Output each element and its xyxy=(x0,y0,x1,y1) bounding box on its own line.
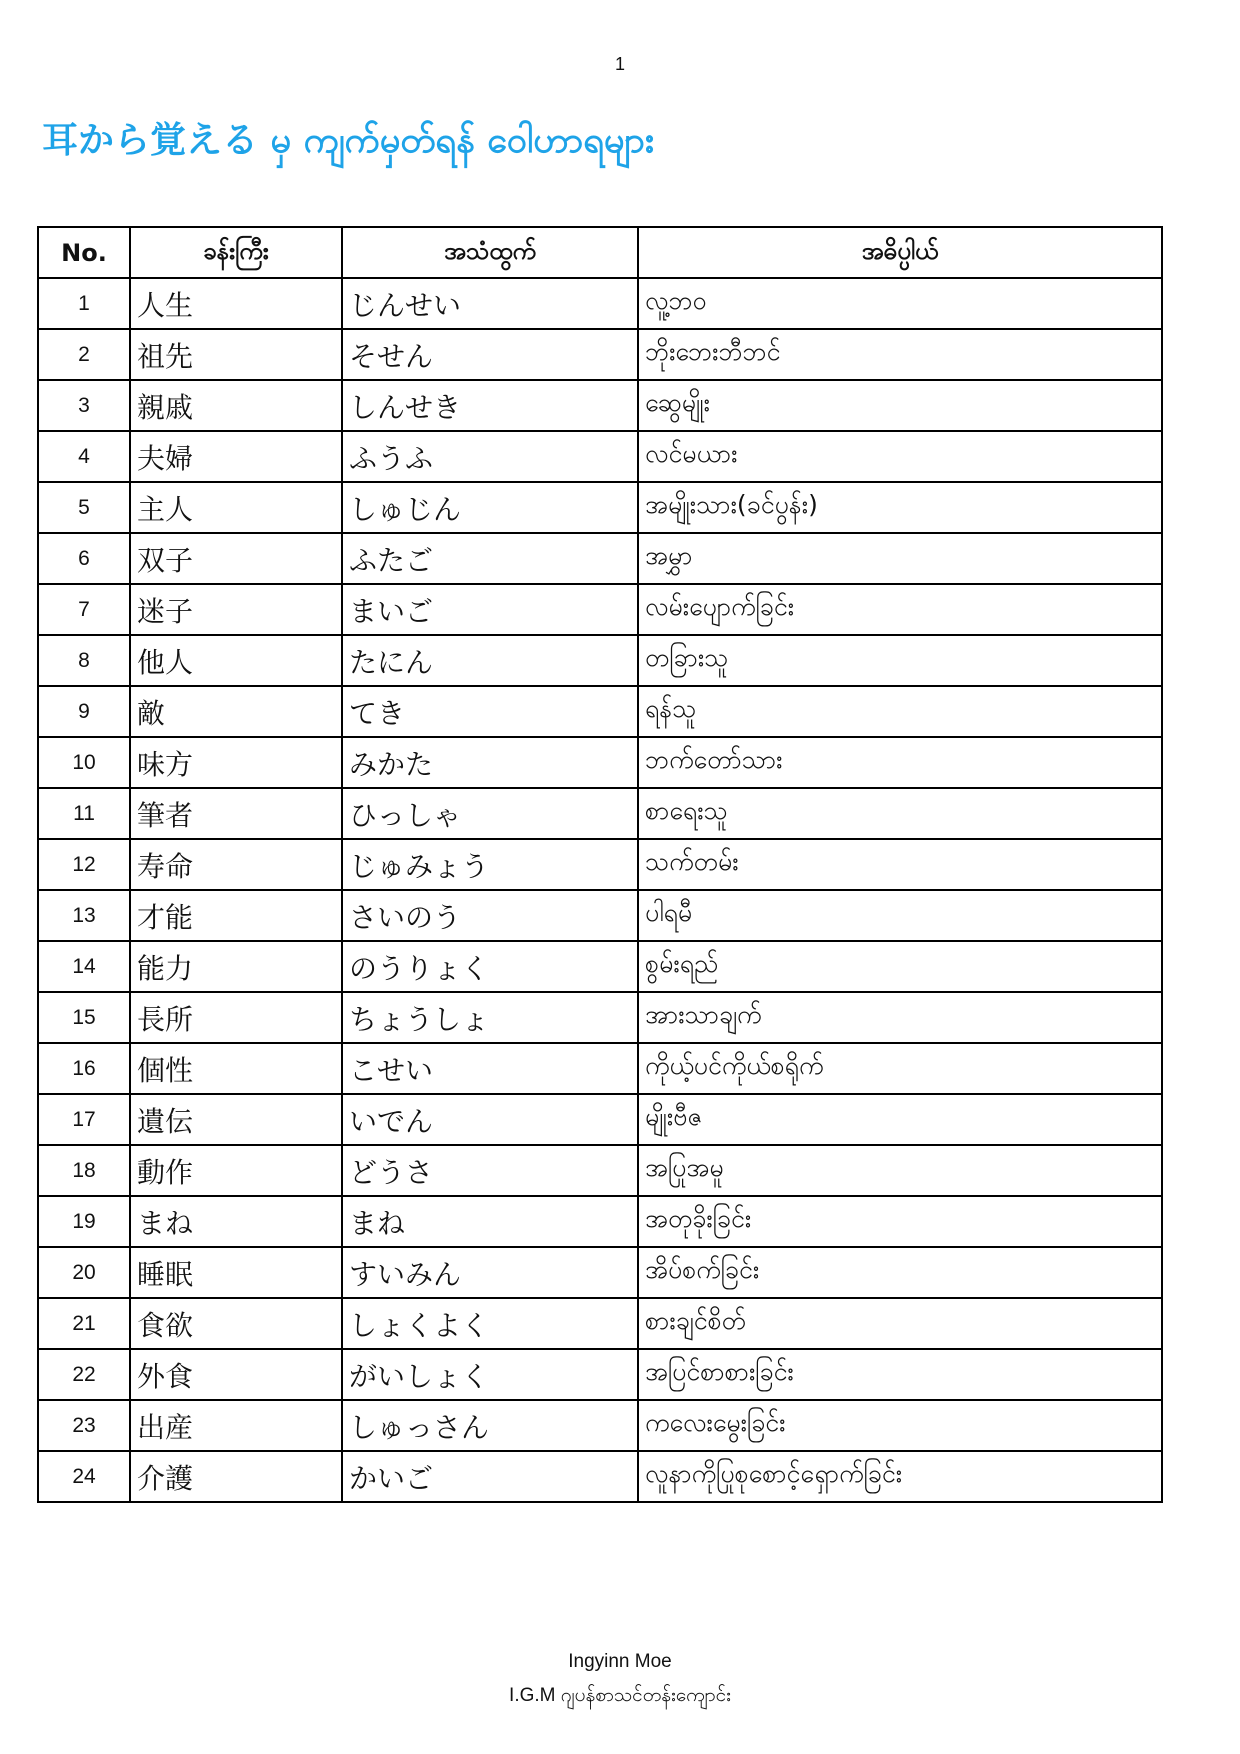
page-number: 1 xyxy=(614,54,625,74)
table-row xyxy=(38,788,1162,839)
cell-number: 14 xyxy=(38,941,130,992)
cell-number: 9 xyxy=(38,686,130,737)
cell-reading: しんせき xyxy=(342,380,638,431)
cell-number: 13 xyxy=(38,890,130,941)
cell-number: 1 xyxy=(38,278,130,329)
cell-reading: じゅみょう xyxy=(342,839,638,890)
table-row xyxy=(38,1400,1162,1451)
cell-reading: そせん xyxy=(342,329,638,380)
cell-meaning: ဆွေမျိုး xyxy=(638,380,1162,431)
cell-number: 21 xyxy=(38,1298,130,1349)
cell-kanji: 筆者 xyxy=(130,788,342,839)
cell-meaning: အမွှာ xyxy=(638,533,1162,584)
cell-reading: がいしょく xyxy=(342,1349,638,1400)
cell-number: 12 xyxy=(38,839,130,890)
cell-kanji: まね xyxy=(130,1196,342,1247)
cell-number: 16 xyxy=(38,1043,130,1094)
cell-reading: いでん xyxy=(342,1094,638,1145)
cell-number: 17 xyxy=(38,1094,130,1145)
cell-number: 2 xyxy=(38,329,130,380)
header-reading: အသံထွက် xyxy=(342,227,638,278)
cell-reading: ふうふ xyxy=(342,431,638,482)
cell-meaning: အပြင်စာစားခြင်း xyxy=(638,1349,1162,1400)
cell-reading: たにん xyxy=(342,635,638,686)
cell-meaning: အိပ်စက်ခြင်း xyxy=(638,1247,1162,1298)
cell-number: 4 xyxy=(38,431,130,482)
cell-number: 7 xyxy=(38,584,130,635)
cell-number: 24 xyxy=(38,1451,130,1502)
cell-kanji: 敵 xyxy=(130,686,342,737)
cell-kanji: 親戚 xyxy=(130,380,342,431)
cell-number: 3 xyxy=(38,380,130,431)
table-row xyxy=(38,1094,1162,1145)
header-kanji: ခန်းကြီး xyxy=(130,227,342,278)
cell-reading: さいのう xyxy=(342,890,638,941)
cell-kanji: 夫婦 xyxy=(130,431,342,482)
table-row xyxy=(38,686,1162,737)
cell-meaning: အပြုအမူ xyxy=(638,1145,1162,1196)
footer-author: Ingyinn Moe xyxy=(568,1651,672,1672)
cell-reading: しゅじん xyxy=(342,482,638,533)
cell-number: 18 xyxy=(38,1145,130,1196)
table-row xyxy=(38,1196,1162,1247)
header-meaning: အဓိပ္ပါယ် xyxy=(638,227,1162,278)
cell-kanji: 長所 xyxy=(130,992,342,1043)
cell-reading: しょくよく xyxy=(342,1298,638,1349)
cell-kanji: 介護 xyxy=(130,1451,342,1502)
cell-reading: しゅっさん xyxy=(342,1400,638,1451)
cell-kanji: 味方 xyxy=(130,737,342,788)
cell-number: 5 xyxy=(38,482,130,533)
cell-kanji: 食欲 xyxy=(130,1298,342,1349)
cell-meaning: အားသာချက် xyxy=(638,992,1162,1043)
table-row xyxy=(38,431,1162,482)
cell-meaning: မျိုးဗီဇ xyxy=(638,1094,1162,1145)
cell-meaning: ကိုယ့်ပင်ကိုယ်စရိုက် xyxy=(638,1043,1162,1094)
cell-kanji: 外食 xyxy=(130,1349,342,1400)
cell-number: 20 xyxy=(38,1247,130,1298)
cell-reading: ふたご xyxy=(342,533,638,584)
cell-reading: すいみん xyxy=(342,1247,638,1298)
cell-reading: ひっしゃ xyxy=(342,788,638,839)
table-row xyxy=(38,839,1162,890)
page-title: 耳から覚える မှ ကျက်မှတ်ရန် ဝေါဟာရများ xyxy=(42,120,655,161)
table-row xyxy=(38,584,1162,635)
table-row xyxy=(38,1298,1162,1349)
cell-number: 15 xyxy=(38,992,130,1043)
cell-reading: まいご xyxy=(342,584,638,635)
table-row xyxy=(38,1451,1162,1502)
cell-kanji: 動作 xyxy=(130,1145,342,1196)
table-row xyxy=(38,737,1162,788)
cell-meaning: သက်တမ်း xyxy=(638,839,1162,890)
table-row xyxy=(38,992,1162,1043)
cell-kanji: 寿命 xyxy=(130,839,342,890)
table-row xyxy=(38,533,1162,584)
table-row xyxy=(38,278,1162,329)
cell-meaning: စာရေးသူ xyxy=(638,788,1162,839)
table-row xyxy=(38,1043,1162,1094)
cell-meaning: စွမ်းရည် xyxy=(638,941,1162,992)
cell-meaning: တခြားသူ xyxy=(638,635,1162,686)
cell-reading: ちょうしょ xyxy=(342,992,638,1043)
cell-reading: のうりょく xyxy=(342,941,638,992)
cell-reading: こせい xyxy=(342,1043,638,1094)
footer xyxy=(0,1645,1240,1713)
cell-kanji: 迷子 xyxy=(130,584,342,635)
cell-meaning: အတုခိုးခြင်း xyxy=(638,1196,1162,1247)
cell-kanji: 睡眠 xyxy=(130,1247,342,1298)
cell-meaning: လမ်းပျောက်ခြင်း xyxy=(638,584,1162,635)
vocabulary-table xyxy=(37,226,1163,1503)
cell-kanji: 能力 xyxy=(130,941,342,992)
cell-reading: どうさ xyxy=(342,1145,638,1196)
cell-number: 19 xyxy=(38,1196,130,1247)
cell-meaning: စားချင်စိတ် xyxy=(638,1298,1162,1349)
cell-meaning: လင်မယား xyxy=(638,431,1162,482)
footer-school: I.G.M ဂျပန်စာသင်တန်းကျောင်း xyxy=(509,1685,731,1706)
cell-meaning: ရန်သူ xyxy=(638,686,1162,737)
cell-reading: かいご xyxy=(342,1451,638,1502)
header-no: No. xyxy=(38,227,130,278)
cell-meaning: ပါရမီ xyxy=(638,890,1162,941)
table-row xyxy=(38,890,1162,941)
cell-meaning: လူနာကိုပြုစုစောင့်ရှောက်ခြင်း xyxy=(638,1451,1162,1502)
cell-reading: じんせい xyxy=(342,278,638,329)
cell-number: 22 xyxy=(38,1349,130,1400)
cell-meaning: ဘက်တော်သား xyxy=(638,737,1162,788)
cell-kanji: 他人 xyxy=(130,635,342,686)
cell-kanji: 出産 xyxy=(130,1400,342,1451)
cell-number: 10 xyxy=(38,737,130,788)
table-row xyxy=(38,329,1162,380)
cell-meaning: ဘိုးဘေးဘီဘင် xyxy=(638,329,1162,380)
cell-reading: まね xyxy=(342,1196,638,1247)
cell-kanji: 遺伝 xyxy=(130,1094,342,1145)
vocabulary-table-body xyxy=(38,278,1162,1502)
cell-meaning: အမျိုးသား(ခင်ပွန်း) xyxy=(638,482,1162,533)
cell-reading: みかた xyxy=(342,737,638,788)
table-row xyxy=(38,482,1162,533)
table-row xyxy=(38,941,1162,992)
cell-kanji: 祖先 xyxy=(130,329,342,380)
cell-kanji: 主人 xyxy=(130,482,342,533)
table-row xyxy=(38,635,1162,686)
cell-kanji: 双子 xyxy=(130,533,342,584)
cell-kanji: 人生 xyxy=(130,278,342,329)
table-row xyxy=(38,1145,1162,1196)
cell-meaning: လူ့ဘဝ xyxy=(638,278,1162,329)
cell-number: 11 xyxy=(38,788,130,839)
cell-number: 8 xyxy=(38,635,130,686)
table-header-row xyxy=(38,227,1162,278)
table-row xyxy=(38,380,1162,431)
cell-reading: てき xyxy=(342,686,638,737)
table-row xyxy=(38,1247,1162,1298)
table-row xyxy=(38,1349,1162,1400)
cell-meaning: ကလေးမွေးခြင်း xyxy=(638,1400,1162,1451)
cell-number: 6 xyxy=(38,533,130,584)
cell-kanji: 才能 xyxy=(130,890,342,941)
cell-number: 23 xyxy=(38,1400,130,1451)
cell-kanji: 個性 xyxy=(130,1043,342,1094)
